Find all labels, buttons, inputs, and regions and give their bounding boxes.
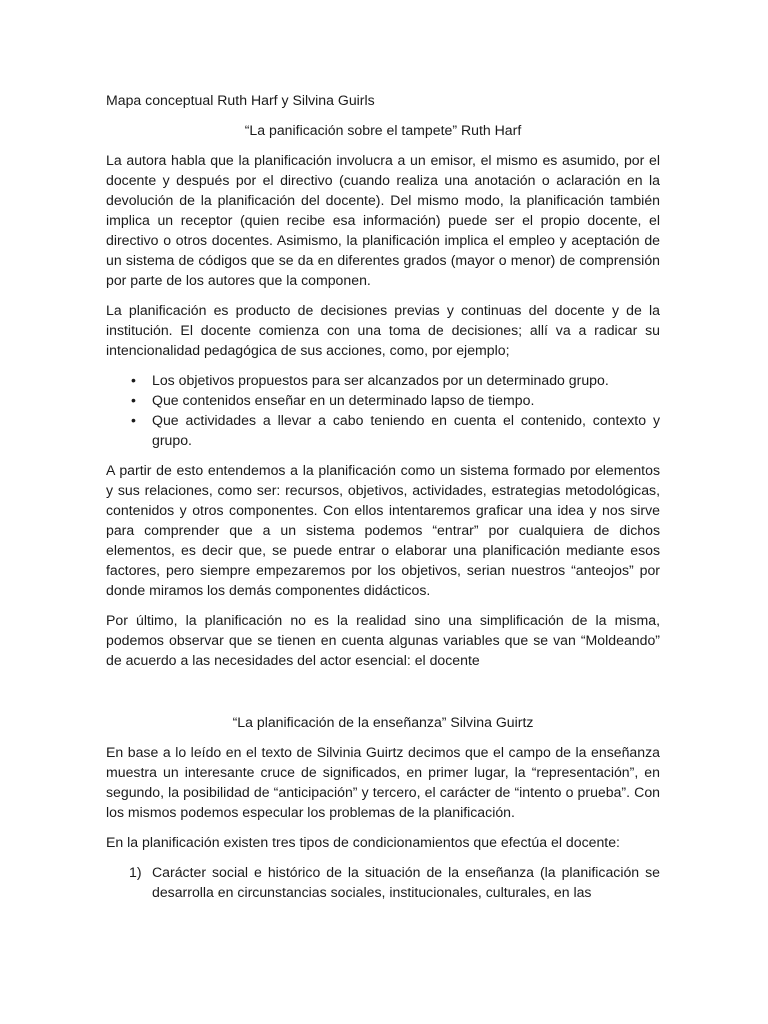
paragraph: En la planificación existen tres tipos de condicionamientos que efectúa el docente: bbox=[106, 834, 620, 850]
document-page bbox=[106, 90, 660, 902]
paragraph: La autora habla que la planificación involucra a un emisor, el mismo es asumido, por el docente y después por el directivo (cuando realiza una anotación o aclaración en la devolución de la planificación del docente). Del mismo modo, la planificación también implica un receptor (quien recibe esa información) puede ser el propio docente, el directivo o otros docentes. Asimismo, la planificación implica el empleo y aceptación de un sistema de códigos que se da en diferentes grados (mayor o menor) de comprensión por parte de los autores que la componen. bbox=[106, 152, 660, 288]
bullet-item: • Que contenidos enseñar en un determinado lapso de tiempo. bbox=[152, 390, 660, 410]
paragraph: La planificación es producto de decisiones previas y continuas del docente y de la institución. El docente comienza con una toma de decisiones; allí va a radicar su intencionalidad pedagógica de sus acciones, como, por ejemplo; bbox=[106, 302, 660, 358]
section-heading-harf: “La panificación sobre el tampete” Ruth Harf bbox=[244, 122, 522, 138]
document-title: Mapa conceptual Ruth Harf y Silvina Guirls bbox=[106, 92, 375, 108]
numbered-list bbox=[106, 862, 660, 902]
numbered-item bbox=[129, 862, 660, 902]
section-heading-guirtz: “La planificación de la enseñanza” Silvina Guirtz bbox=[232, 714, 534, 730]
bullet-list bbox=[106, 370, 660, 450]
paragraph: A partir de esto entendemos a la planificación como un sistema formado por elementos y sus relaciones, como ser: recursos, objetivos, actividades, estrategias metodológicas, contenidos y otros componentes. Con ellos intentaremos graficar una idea y nos sirve para comprender que a un sistema podemos “entrar” por cualquiera de dichos elementos, es decir que, se puede entrar o elaborar una planificación mediante esos factores, pero siempre empezaremos por los objetivos, serian nuestros “anteojos” por donde miramos los demás componentes didácticos. bbox=[106, 462, 660, 598]
paragraph: En base a lo leído en el texto de Silvinia Guirtz decimos que el campo de la enseñanza muestra un interesante cruce de significados, en primer lugar, la “representación”, en segundo, la posibilidad de “anticipación” y tercero, el carácter de “intento o prueba”. Con los mismos podemos especular los problemas de la planificación. bbox=[106, 744, 660, 820]
paragraph: Por último, la planificación no es la realidad sino una simplificación de la misma, podemos observar que se tienen en cuenta algunas variables que se van “Moldeando” de acuerdo a las necesidades del actor esencial: el docente bbox=[106, 612, 660, 668]
list-marker: 1) bbox=[129, 864, 142, 880]
bullet-item: • Que actividades a llevar a cabo teniendo en cuenta el contenido, contexto y grupo. bbox=[152, 410, 660, 450]
section-spacer bbox=[106, 680, 660, 712]
numbered-item-text: Carácter social e histórico de la situación de la enseñanza (la planificación se desarrolla en circunstancias sociales, institucionales, culturales, en las bbox=[152, 864, 660, 900]
bullet-item: • Los objetivos propuestos para ser alcanzados por un determinado grupo. bbox=[152, 370, 660, 390]
